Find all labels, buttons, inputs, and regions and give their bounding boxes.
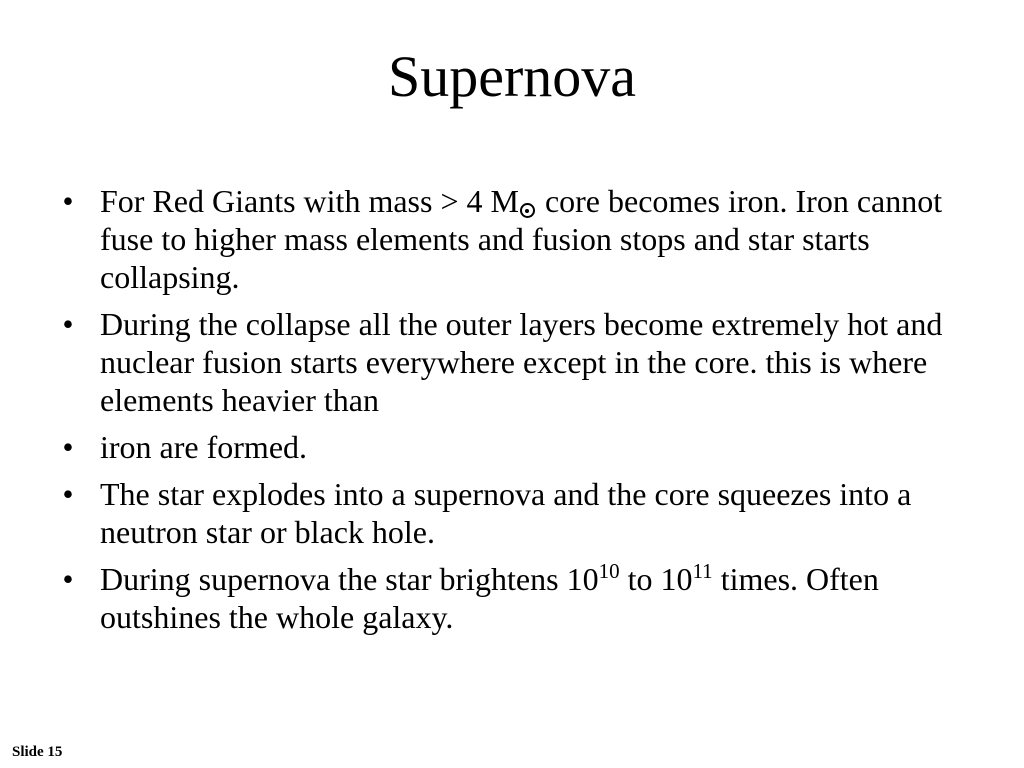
bullet-text-part: core becomes iron. Iron cannot fuse to higher mass elements and fusion stops and star starts collapsing.: [100, 183, 943, 295]
exponent: 10: [598, 559, 620, 583]
bullet-marker: •: [62, 183, 74, 219]
bullet-text-part: During supernova the star brightens 10: [100, 561, 599, 597]
bullet-text: iron are formed.: [100, 429, 308, 465]
bullet-marker: •: [62, 429, 74, 465]
bullet-item-2: [58, 305, 978, 419]
bullet-item-5: [58, 560, 978, 636]
bullet-item-4: [58, 475, 978, 551]
bullet-list: [58, 182, 978, 645]
bullet-text-part: For Red Giants with mass > 4 M: [100, 183, 519, 219]
slide-number: Slide 15: [12, 744, 63, 760]
bullet-marker: •: [62, 306, 74, 342]
sun-symbol-icon: [520, 203, 535, 218]
slide-title: Supernova: [387, 44, 637, 109]
bullet-text-part: to 10: [619, 561, 693, 597]
bullet-marker: •: [62, 561, 74, 597]
bullet-text-part: times. Often outshines the whole galaxy.: [100, 561, 879, 635]
bullet-item-1: [58, 182, 978, 296]
bullet-marker: •: [62, 476, 74, 512]
bullet-text: The star explodes into a supernova and the core squeezes into a neutron star or black hole.: [100, 476, 912, 550]
bullet-item-3: [58, 428, 978, 466]
exponent: 11: [692, 559, 713, 583]
bullet-text: During the collapse all the outer layers become extremely hot and nuclear fusion starts everywhere except in the core. this is where elements heavier than: [100, 306, 943, 418]
